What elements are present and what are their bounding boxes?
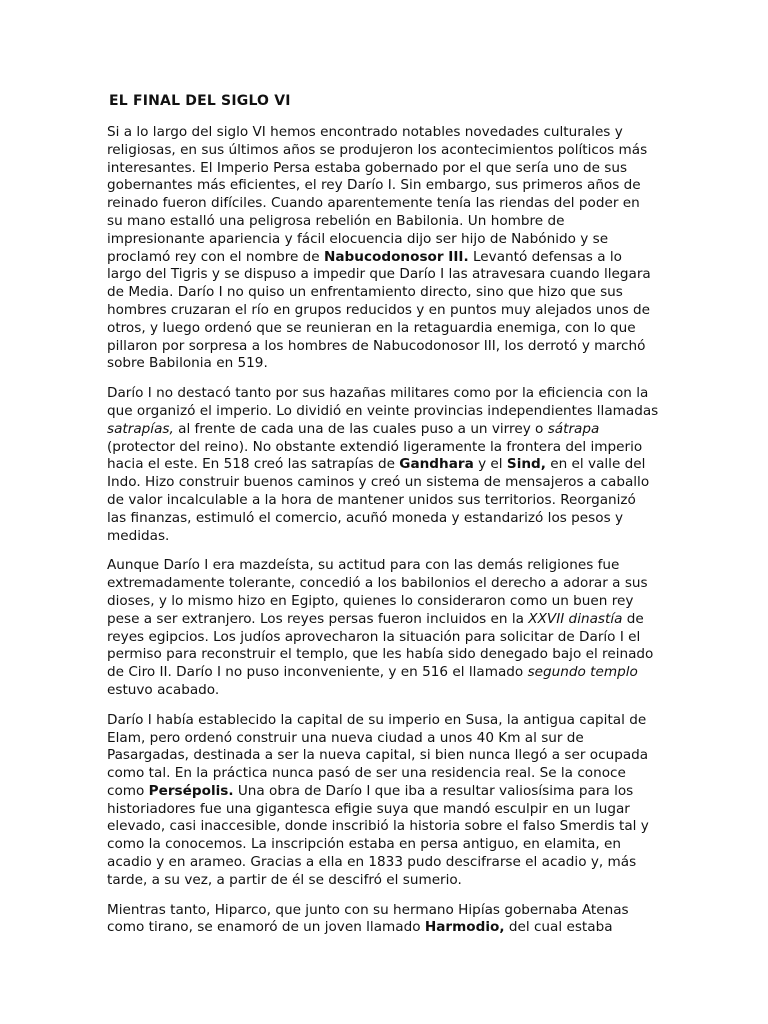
italic-term: segundo templo [527,664,638,681]
bold-term: Persépolis. [148,782,234,799]
bold-term: Gandhara [399,456,474,473]
text-run: Si a lo largo del siglo VI hemos encontrado notables novedades culturales y religiosas, en sus últimos años se produjeron los acontecimientos políticos más interesantes. El Imperio Persa estaba gobernado por el que sería uno de sus gobernantes más eficientes, el rey Darío I. Sin embargo, sus primeros años de reinado fueron difíciles. Cuando aparentemente tenía las riendas del poder en su mano estalló una peligrosa rebelión en Babilonia. Un hombre de impresionante apariencia y fácil elocuencia dijo ser hijo de Nabónido y se proclamó rey con el nombre de [107,124,648,265]
paragraph-3 [107,557,659,699]
italic-term: sátrapa [547,420,600,437]
bold-term: Nabucodonosor III. [324,248,469,265]
document-body [107,92,659,949]
italic-term: satrapías, [107,420,174,437]
text-run: de reyes egipcios. Los judíos aprovecharon la situación para solicitar de Darío I el permiso para reconstruir el templo, que les había sido denegado bajo el reinado de Ciro II. Darío I no puso inconveniente, y en 516 el llamado [107,610,654,681]
document-title: EL FINAL DEL SIGLO VI [109,93,291,109]
text-run: (protector del reino). No obstante extendió ligeramente la frontera del imperio hacia el este. En 518 creó las satrapías de [107,438,643,473]
text-run: Darío I no destacó tanto por sus hazañas militares como por la eficiencia con la que organizó el imperio. Lo dividió en veinte provincias independientes llamadas [107,385,659,419]
bold-term: Harmodio, [424,919,505,936]
text-run: Mientras tanto, Hiparco, que junto con su hermano Hipías gobernaba Atenas como tirano, se enamoró de un joven llamado [107,901,629,936]
text-run: Aunque Darío I era mazdeísta, su actitud para con las demás religiones fue extremadamente tolerante, concedió a los babilonios el derecho a adorar a sus dioses, y lo mismo hizo en Egipto, quienes lo consideraron como un buen rey pese a ser extranjero. Los reyes persas fueron incluidos en la [107,557,648,627]
paragraph-list [107,124,659,937]
italic-term: XXVII dinastía [528,610,623,627]
text-run: en el valle del Indo. Hizo construir buenos caminos y creó un sistema de mensajeros a caballo de valor incalculable a la hora de mantener unidos sus territorios. Reorganizó las finanzas, estimuló el comercio, acuñó moneda y estandarizó los pesos y medidas. [107,456,650,544]
text-run: al frente de cada una de las cuales puso a un virrey o [173,420,548,437]
paragraph-2 [107,385,659,545]
bold-term: Sind, [506,456,546,473]
text-run: estuvo acabado. [107,681,220,698]
paragraph-4 [107,712,659,890]
text-run: del cual estaba [504,919,613,936]
paragraph-1 [107,124,659,373]
text-run: Una obra de Darío I que iba a resultar valiosísima para los historiadores fue una gigantesca efigie suya que mandó esculpir en un lugar elevado, casi inaccesible, donde inscribió la historia sobre el falso Smerdis tal y como la conocemos. La inscripción estaba en persa antiguo, en elamita, en acadio y en arameo. Gracias a ella en 1833 pudo descifrarse el acadio y, más tarde, a su vez, a partir de él se descifró el sumerio. [107,782,649,888]
text-run: y el [473,456,507,473]
text-run: Levantó defensas a lo largo del Tigris y se dispuso a impedir que Darío I las atravesara cuando llegara de Media. Darío I no quiso un enfrentamiento directo, sino que hizo que sus hombres cruzaran el río en grupos reducidos y en puntos muy alejados unos de otros, y luego ordenó que se reunieran en la retaguardia enemiga, con lo que pillaron por sorpresa a los hombres de Nabucodonosor III, los derrotó y marchó sobre Babilonia en 519. [107,248,651,372]
text-run: Darío I había establecido la capital de su imperio en Susa, la antigua capital de Elam, pero ordenó construir una nueva ciudad a unos 40 Km al sur de Pasargadas, destinada a ser la nueva capital, si bien nunca llegó a ser ocupada como tal. En la práctica nunca pasó de ser una residencia real. Se la conoce como [107,711,649,799]
paragraph-5 [107,902,659,938]
